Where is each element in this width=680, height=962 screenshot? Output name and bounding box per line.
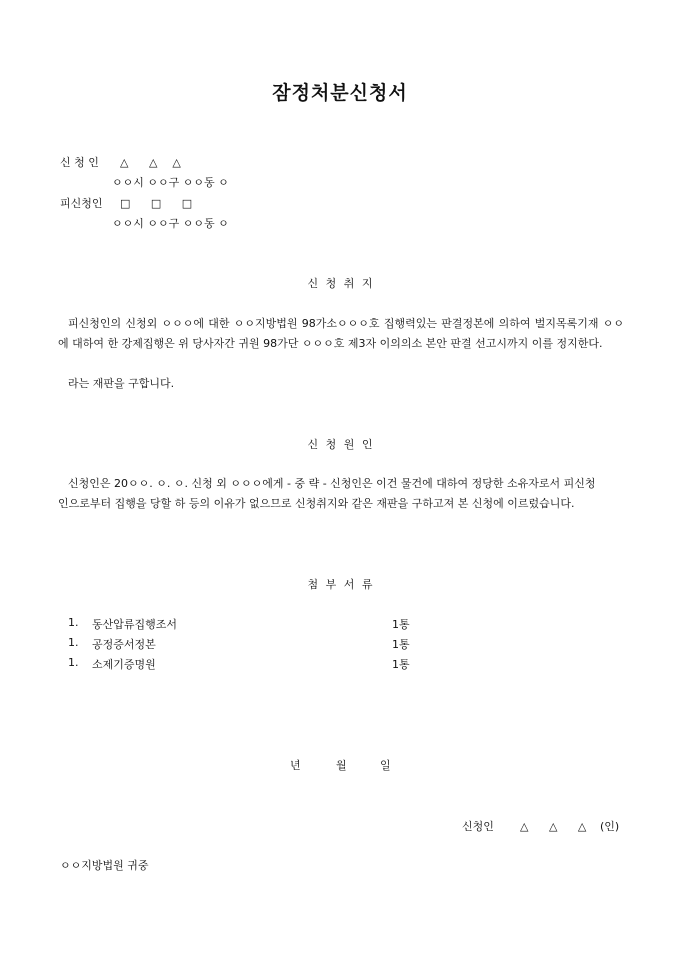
applicant-name: △ △ △ [120,156,183,169]
attachment-count: 1통 [392,638,410,651]
signature-name: △ △ △ [520,820,589,833]
respondent-name: □ □ □ [120,197,195,210]
applicant-label: 신 청 인 [60,156,99,169]
purpose-text: 피신청인의 신청외 ㅇㅇㅇ에 대한 ㅇㅇ지방법원 98가소ㅇㅇㅇ호 집행력있는 판결정본에 의하여 벌지목록기재 ㅇㅇ에 대하여 한 강제집행은 위 당사자간 귀원 98가단 ㅇㅇㅇ호 제3자 이의의소 본안 판결 선고시까지 이를 정지한다. [58,317,624,350]
purpose-closing: 라는 재판을 구합니다. [68,377,175,390]
attachment-number: 1. [68,656,79,669]
attachment-name: 동산압류집행조서 [92,618,178,631]
date-day: 일 [380,759,391,772]
attachment-number: 1. [68,616,79,629]
cause-text: 신청인은 20ㅇㅇ. ㅇ. ㅇ. 신청 외 ㅇㅇㅇ에게 - 중 략 - 신청인은 이건 물건에 대하여 정당한 소유자로서 피신청인으로부터 집행을 당할 하 등의 이유가 없으므로 신청취지와 같은 재판을 구하고져 본 신청에 이르렀습니다. [58,477,596,510]
attachment-count: 1통 [392,658,410,671]
attachment-count: 1통 [392,618,410,631]
respondent-address: ㅇㅇ시 ㅇㅇ구 ㅇㅇ동 ㅇ [112,217,229,230]
date-year: 년 [290,759,301,772]
purpose-heading: 신 청 취 지 [307,277,373,290]
attachments-heading: 첨 부 서 류 [307,578,373,591]
respondent-label: 피신청인 [60,197,103,210]
applicant-address: ㅇㅇ시 ㅇㅇ구 ㅇㅇ동 ㅇ [112,176,229,189]
court-addressee: ㅇㅇ지방법원 귀중 [60,859,149,872]
attachment-number: 1. [68,636,79,649]
signature-seal: (인) [600,820,620,833]
document-title: 잠정처분신청서 [272,82,408,104]
signature-label: 신청인 [462,820,494,833]
attachment-name: 소제기증명원 [92,658,156,671]
attachment-name: 공정증서정본 [92,638,156,651]
date-month: 월 [336,759,347,772]
cause-heading: 신 청 원 인 [307,438,373,451]
